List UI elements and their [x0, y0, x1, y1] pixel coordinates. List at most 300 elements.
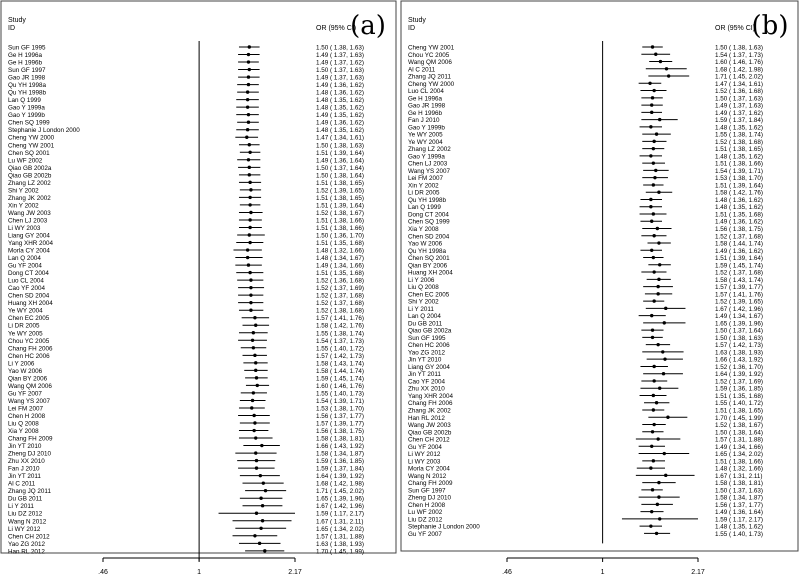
study-row [8, 120, 364, 127]
point-estimate [649, 198, 652, 201]
study-label: Yao ZG 2012 [408, 349, 445, 357]
point-estimate [650, 445, 653, 448]
header-study: Study [408, 17, 426, 24]
study-row [408, 509, 763, 516]
study-row [408, 335, 763, 342]
point-estimate [667, 74, 670, 77]
study-label: Ge H 1996b [8, 59, 42, 67]
study-label: Sun GF 1995 [408, 334, 446, 342]
or-ci-value: 1.52 ( 1.37, 1.68) [715, 269, 763, 277]
x-tick-label: 2.17 [288, 569, 302, 576]
study-label: Al C 2011 [8, 480, 36, 488]
point-estimate [649, 524, 652, 527]
study-label: Li DR 2005 [408, 189, 440, 197]
study-row [408, 415, 763, 422]
or-ci-value: 1.48 ( 1.35, 1.62) [715, 124, 763, 132]
study-label: Lei FM 2007 [8, 405, 44, 413]
study-row [408, 342, 763, 349]
or-ci-value: 1.51 ( 1.39, 1.64) [715, 182, 763, 190]
point-estimate [248, 181, 251, 184]
study-label: Li Y 2011 [408, 305, 434, 313]
study-row [408, 226, 763, 233]
study-row [8, 473, 364, 480]
or-ci-value: 1.57 ( 1.31, 1.88) [316, 533, 364, 541]
or-ci-value: 1.52 ( 1.39, 1.65) [715, 298, 763, 306]
study-row [408, 487, 763, 494]
or-ci-value: 1.67 ( 1.42, 1.96) [715, 305, 763, 313]
study-row [8, 511, 364, 518]
study-row [8, 300, 364, 307]
point-estimate [650, 510, 653, 513]
study-label: Chen SQ 1999 [8, 119, 50, 127]
study-label: Lan Q 1999 [8, 97, 41, 105]
or-ci-value: 1.48 ( 1.35, 1.62) [715, 153, 763, 161]
study-row [8, 233, 364, 240]
study-label: Li WY 2012 [8, 525, 41, 533]
study-label: Ye WY 2004 [408, 138, 443, 146]
point-estimate [651, 328, 654, 331]
or-ci-value: 1.50 ( 1.37, 1.64) [715, 327, 763, 335]
or-ci-value: 1.48 ( 1.36, 1.62) [715, 196, 763, 204]
point-estimate [652, 423, 655, 426]
study-row [8, 202, 364, 209]
point-estimate [652, 299, 655, 302]
or-ci-value: 1.58 ( 1.42, 1.76) [715, 189, 763, 197]
point-estimate [250, 406, 253, 409]
point-estimate [262, 481, 265, 484]
point-estimate [254, 324, 257, 327]
study-label: Cheng YW 2000 [408, 80, 455, 88]
study-label: Chen SQ 1999 [408, 218, 450, 226]
study-row [8, 443, 364, 450]
point-estimate [247, 121, 250, 124]
or-ci-value: 1.58 ( 1.34, 1.87) [316, 450, 364, 458]
study-label: Zhang JK 2002 [408, 407, 451, 415]
study-label: Liu Q 2008 [8, 420, 39, 428]
study-label: Zhang LZ 2002 [408, 146, 451, 154]
or-ci-value: 1.51 ( 1.38, 1.66) [316, 217, 364, 225]
study-row [8, 97, 364, 104]
point-estimate [249, 309, 252, 312]
point-estimate [255, 466, 258, 469]
study-row [408, 66, 763, 73]
point-estimate [656, 292, 659, 295]
point-estimate [663, 452, 666, 455]
study-row [8, 225, 364, 232]
or-ci-value: 1.48 ( 1.35, 1.62) [715, 204, 763, 212]
point-estimate [655, 132, 658, 135]
study-row [408, 495, 763, 502]
or-ci-value: 1.54 ( 1.37, 1.73) [316, 337, 364, 345]
or-ci-value: 1.60 ( 1.46, 1.76) [316, 382, 364, 390]
study-label: Chen EC 2005 [408, 291, 450, 299]
study-label: Qu YH 1998a [408, 247, 447, 255]
or-ci-value: 1.51 ( 1.38, 1.66) [715, 458, 763, 466]
or-ci-value: 1.51 ( 1.38, 1.65) [316, 179, 364, 187]
or-ci-value: 1.50 ( 1.38, 1.63) [316, 142, 364, 150]
study-label: Zheng DJ 2010 [408, 494, 452, 502]
study-label: Zhu XX 2010 [408, 385, 445, 393]
point-estimate [255, 376, 258, 379]
study-label: Chang FH 2006 [8, 345, 53, 353]
point-estimate [261, 519, 264, 522]
study-label: Qu YH 1998a [8, 82, 47, 90]
study-row [408, 124, 763, 131]
study-label: Stephanie J London 2000 [8, 127, 80, 135]
or-ci-value: 1.60 ( 1.46, 1.76) [715, 59, 763, 67]
study-label: Wang N 2012 [8, 518, 47, 526]
study-row [8, 541, 364, 548]
study-row [8, 405, 364, 412]
point-estimate [657, 241, 660, 244]
study-row [8, 285, 364, 292]
study-label: Chou YC 2005 [408, 51, 450, 59]
study-row [408, 139, 763, 146]
or-ci-value: 1.50 ( 1.38, 1.63) [316, 44, 364, 52]
or-ci-value: 1.50 ( 1.37, 1.63) [715, 487, 763, 495]
study-label: Liu DZ 2012 [8, 510, 43, 518]
study-row [408, 531, 763, 538]
study-row [8, 112, 364, 119]
point-estimate [659, 60, 662, 63]
study-row [408, 211, 763, 218]
study-row [408, 52, 763, 59]
point-estimate [664, 474, 667, 477]
panel-label: (a) [350, 11, 386, 41]
study-label: Jin YT 2010 [408, 356, 442, 364]
header-id: ID [8, 25, 15, 32]
study-row [8, 187, 364, 194]
study-label: Morla CY 2004 [408, 465, 450, 473]
header-id: ID [408, 25, 415, 32]
study-label: Xia Y 2008 [408, 226, 439, 233]
or-ci-value: 1.52 ( 1.39, 1.65) [316, 187, 364, 195]
or-ci-value: 1.57 ( 1.42, 1.73) [715, 342, 763, 350]
or-ci-value: 1.50 ( 1.37, 1.64) [316, 164, 364, 172]
or-ci-value: 1.48 ( 1.32, 1.66) [316, 247, 364, 255]
or-ci-value: 1.52 ( 1.36, 1.68) [715, 88, 763, 96]
study-label: Li WY 2012 [408, 451, 441, 459]
or-ci-value: 1.56 ( 1.37, 1.77) [316, 412, 364, 420]
or-ci-value: 1.58 ( 1.42, 1.76) [316, 322, 364, 330]
study-row [408, 233, 763, 240]
study-label: Dong CT 2004 [408, 211, 449, 219]
study-row [408, 182, 763, 189]
point-estimate [253, 316, 256, 319]
study-row [408, 168, 763, 175]
study-row [408, 103, 763, 110]
study-row [8, 368, 364, 375]
study-label: Chen LJ 2003 [408, 160, 448, 168]
study-row [8, 127, 364, 134]
study-label: Qiao GB 2002b [8, 172, 52, 180]
or-ci-value: 1.67 ( 1.31, 2.11) [316, 518, 364, 526]
point-estimate [248, 143, 251, 146]
study-label: Sun GF 1997 [8, 67, 46, 75]
study-label: Chen CH 2012 [8, 533, 50, 541]
or-ci-value: 1.51 ( 1.38, 1.66) [316, 224, 364, 232]
point-estimate [654, 169, 657, 172]
study-label: Gao Y 1999a [8, 104, 45, 112]
study-label: Chang FH 2009 [408, 480, 453, 488]
header-or-ci: OR (95% CI) [715, 25, 756, 32]
study-label: Wang QM 2006 [8, 382, 52, 390]
point-estimate [253, 421, 256, 424]
or-ci-value: 1.67 ( 1.42, 1.96) [316, 503, 364, 511]
point-estimate [653, 176, 656, 179]
study-label: Stephanie J London 2000 [408, 523, 480, 531]
forest-panel-b [401, 1, 798, 576]
point-estimate [652, 365, 655, 368]
point-estimate [661, 350, 664, 353]
study-label: Huang XH 2004 [408, 269, 453, 277]
study-label: Ye WY 2004 [8, 307, 43, 315]
study-row [8, 180, 364, 187]
study-label: Liu Q 2008 [408, 284, 439, 292]
study-label: Chen LJ 2003 [8, 217, 48, 225]
study-label: Zhang LZ 2002 [8, 179, 51, 187]
study-row [8, 526, 364, 533]
study-row [408, 422, 763, 429]
or-ci-value: 1.70 ( 1.45, 1.99) [715, 414, 763, 422]
study-label: Lan Q 1999 [408, 204, 441, 212]
or-ci-value: 1.55 ( 1.40, 1.72) [715, 400, 763, 408]
study-row [8, 142, 364, 149]
study-label: Lei FM 2007 [408, 175, 444, 183]
or-ci-value: 1.49 ( 1.36, 1.62) [715, 247, 763, 255]
study-row [8, 150, 364, 157]
point-estimate [247, 75, 250, 78]
point-estimate [247, 53, 250, 56]
study-label: Gao Y 1999a [408, 153, 445, 161]
study-label: Al C 2011 [408, 66, 436, 74]
study-label: Gu YF 2007 [8, 390, 42, 398]
study-row [8, 390, 364, 397]
forest-panel-a [1, 1, 396, 576]
point-estimate [657, 481, 660, 484]
study-row [408, 161, 763, 168]
point-estimate [248, 45, 251, 48]
study-label: Chen H 2008 [408, 501, 446, 509]
study-row [8, 375, 364, 382]
point-estimate [248, 226, 251, 229]
study-row [8, 360, 364, 367]
or-ci-value: 1.50 ( 1.38, 1.64) [316, 172, 364, 180]
study-label: Han RL 2012 [408, 414, 445, 422]
point-estimate [662, 372, 665, 375]
study-row [8, 195, 364, 202]
study-label: Li Y 2006 [408, 276, 435, 284]
point-estimate [249, 301, 252, 304]
study-label: Li WY 2003 [8, 224, 41, 232]
point-estimate [246, 248, 249, 251]
study-label: Liu DZ 2012 [408, 516, 443, 524]
study-row [408, 45, 763, 52]
study-label: Du GB 2011 [408, 320, 443, 328]
study-row [408, 81, 763, 88]
or-ci-value: 1.48 ( 1.32, 1.66) [715, 465, 763, 473]
study-label: Lan Q 2004 [408, 313, 441, 321]
study-label: Fan J 2010 [8, 465, 40, 473]
study-label: Shi Y 2002 [8, 187, 39, 195]
x-tick-label: 1 [600, 569, 605, 576]
or-ci-value: 1.54 ( 1.39, 1.71) [715, 167, 763, 175]
study-row [408, 270, 763, 277]
point-estimate [254, 361, 257, 364]
study-label: Morla CY 2004 [8, 247, 50, 255]
study-label: Cheng YW 2001 [408, 44, 455, 52]
study-row [408, 480, 763, 487]
point-estimate [246, 90, 249, 93]
study-row [8, 548, 364, 555]
study-label: Xin Y 2002 [408, 182, 439, 190]
study-label: Ye WY 2005 [8, 330, 43, 338]
point-estimate [649, 205, 652, 208]
study-row [408, 219, 763, 226]
study-label: Zheng DJ 2010 [8, 450, 52, 458]
or-ci-value: 1.52 ( 1.37, 1.69) [715, 378, 763, 386]
or-ci-value: 1.52 ( 1.37, 1.68) [316, 300, 364, 308]
or-ci-value: 1.58 ( 1.34, 1.87) [715, 494, 763, 502]
study-row [408, 299, 763, 306]
or-ci-value: 1.58 ( 1.44, 1.74) [715, 240, 763, 248]
point-estimate [657, 191, 660, 194]
point-estimate [247, 263, 250, 266]
point-estimate [251, 339, 254, 342]
point-estimate [248, 271, 251, 274]
point-estimate [247, 158, 250, 161]
point-estimate [651, 336, 654, 339]
or-ci-value: 1.50 ( 1.38, 1.63) [715, 44, 763, 52]
point-estimate [651, 45, 654, 48]
or-ci-value: 1.49 ( 1.37, 1.63) [316, 52, 364, 60]
study-label: Luo CL 2004 [408, 88, 444, 96]
study-label: Lu WF 2002 [8, 157, 43, 165]
study-row [408, 400, 763, 407]
or-ci-value: 1.49 ( 1.35, 1.62) [316, 112, 364, 120]
or-ci-value: 1.48 ( 1.35, 1.62) [316, 97, 364, 105]
or-ci-value: 1.51 ( 1.35, 1.68) [316, 270, 364, 278]
or-ci-value: 1.51 ( 1.38, 1.65) [316, 194, 364, 202]
point-estimate [252, 429, 255, 432]
point-estimate [248, 68, 251, 71]
point-estimate [651, 488, 654, 491]
study-label: Jin YT 2011 [8, 473, 41, 481]
study-label: Li DR 2005 [8, 322, 40, 330]
study-row [408, 516, 763, 523]
study-row [8, 345, 364, 352]
or-ci-value: 1.57 ( 1.31, 1.88) [715, 436, 763, 444]
point-estimate [255, 459, 258, 462]
or-ci-value: 1.52 ( 1.38, 1.68) [316, 307, 364, 315]
study-label: Qian BY 2006 [8, 375, 48, 383]
study-row [408, 204, 763, 211]
study-label: Chen H 2008 [8, 412, 46, 420]
study-label: Chang FH 2009 [8, 435, 53, 443]
study-row [408, 262, 763, 269]
or-ci-value: 1.63 ( 1.38, 1.93) [715, 349, 763, 357]
study-label: Gao JR 1998 [8, 74, 46, 82]
point-estimate [256, 384, 259, 387]
study-label: Yao W 2006 [408, 240, 443, 248]
or-ci-value: 1.49 ( 1.37, 1.62) [316, 59, 364, 67]
or-ci-value: 1.50 ( 1.38, 1.63) [715, 334, 763, 342]
or-ci-value: 1.49 ( 1.34, 1.66) [316, 262, 364, 270]
study-row [8, 210, 364, 217]
point-estimate [261, 504, 264, 507]
point-estimate [652, 183, 655, 186]
study-row [408, 117, 763, 124]
study-row [8, 52, 364, 59]
point-estimate [254, 451, 257, 454]
or-ci-value: 1.68 ( 1.42, 1.98) [316, 480, 364, 488]
study-row [408, 444, 763, 451]
or-ci-value: 1.47 ( 1.34, 1.61) [316, 134, 364, 142]
study-label: Chen SQ 2001 [8, 149, 50, 157]
point-estimate [247, 113, 250, 116]
point-estimate [658, 517, 661, 520]
point-estimate [658, 118, 661, 121]
study-row [8, 105, 364, 112]
study-row [408, 146, 763, 153]
study-label: Han RL 2012 [8, 548, 45, 556]
or-ci-value: 1.54 ( 1.39, 1.71) [316, 397, 364, 405]
or-ci-value: 1.59 ( 1.36, 1.85) [316, 458, 364, 466]
study-row [408, 241, 763, 248]
study-row [408, 110, 763, 117]
study-row [8, 172, 364, 179]
point-estimate [658, 263, 661, 266]
point-estimate [652, 89, 655, 92]
point-estimate [255, 512, 258, 515]
point-estimate [652, 394, 655, 397]
study-row [8, 330, 364, 337]
or-ci-value: 1.59 ( 1.45, 1.74) [316, 375, 364, 383]
study-label: Yang XHR 2004 [408, 392, 454, 400]
study-label: Chen HC 2006 [8, 352, 50, 360]
study-label: Lu WF 2002 [408, 509, 443, 517]
study-row [8, 240, 364, 247]
point-estimate [252, 391, 255, 394]
header-study: Study [8, 17, 26, 24]
study-row [408, 74, 763, 81]
study-row [8, 338, 364, 345]
or-ci-value: 1.55 ( 1.40, 1.73) [715, 530, 763, 538]
point-estimate [652, 270, 655, 273]
point-estimate [650, 103, 653, 106]
or-ci-value: 1.57 ( 1.39, 1.77) [316, 420, 364, 428]
point-estimate [649, 154, 652, 157]
or-ci-value: 1.49 ( 1.37, 1.62) [715, 109, 763, 117]
or-ci-value: 1.49 ( 1.34, 1.67) [715, 313, 763, 321]
study-row [8, 293, 364, 300]
study-row [8, 135, 364, 142]
study-row [408, 175, 763, 182]
or-ci-value: 1.55 ( 1.38, 1.74) [715, 131, 763, 139]
study-row [408, 291, 763, 298]
or-ci-value: 1.50 ( 1.37, 1.63) [316, 67, 364, 75]
or-ci-value: 1.64 ( 1.39, 1.92) [715, 371, 763, 379]
study-row [8, 248, 364, 255]
study-row [408, 95, 763, 102]
point-estimate [656, 227, 659, 230]
study-row [8, 270, 364, 277]
or-ci-value: 1.49 ( 1.37, 1.63) [316, 74, 364, 82]
or-ci-value: 1.65 ( 1.34, 2.02) [316, 525, 364, 533]
study-label: Wang JW 2003 [8, 209, 51, 217]
study-label: Wang YS 2007 [408, 167, 451, 175]
study-row [408, 408, 763, 415]
